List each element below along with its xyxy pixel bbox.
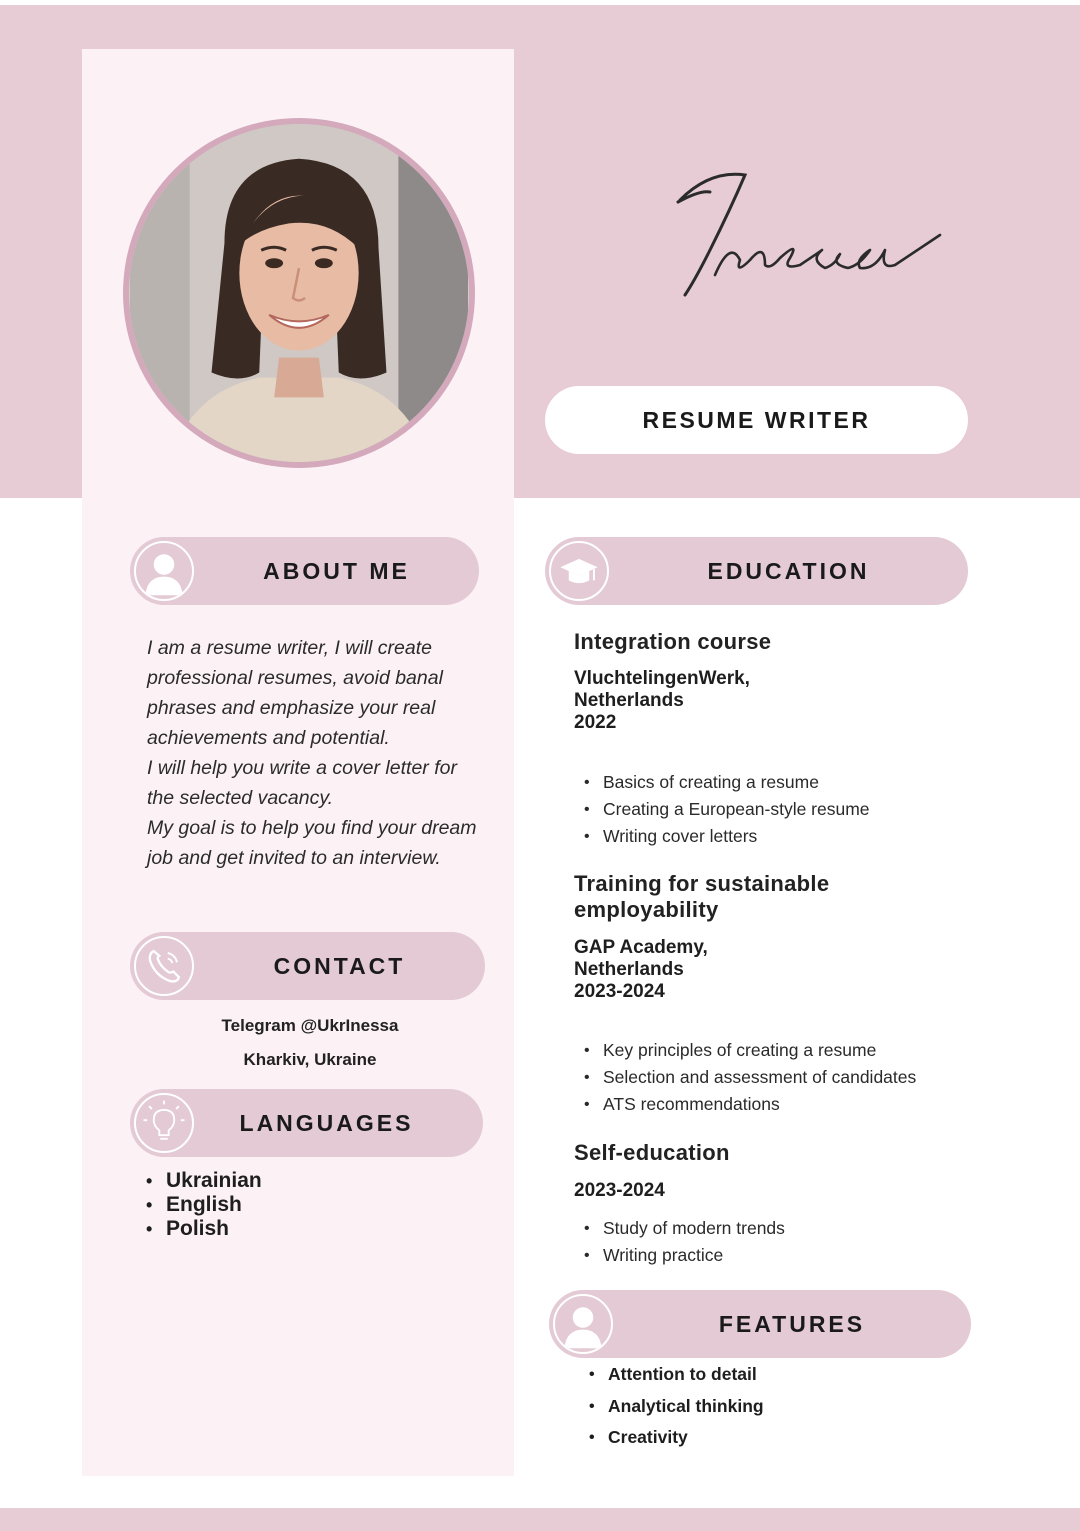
features-title: FEATURES [718, 1310, 866, 1337]
about-me-header [130, 537, 479, 605]
org-line: Netherlands [574, 690, 684, 711]
education-entry-3-title: Self-education [574, 1140, 730, 1165]
bullet-item: • Key principles of creating a resume [584, 1037, 916, 1064]
education-entry-2-org [574, 937, 974, 1003]
education-entry-1-org [574, 668, 974, 734]
education-entry-1-title: Integration course [574, 629, 772, 654]
profile-photo [123, 118, 475, 468]
footer-band [0, 1508, 1080, 1531]
education-entry-2-bullets [584, 1037, 916, 1118]
education-title: EDUCATION [707, 557, 870, 584]
about-me-text [147, 633, 487, 873]
education-entry-3-bullets [584, 1215, 785, 1269]
location-text: Kharkiv, Ukraine [243, 1050, 377, 1069]
telegram-handle[interactable]: Telegram @UkrInessa [221, 1016, 399, 1035]
education-entry-1-bullets [584, 769, 870, 850]
person-icon [553, 1294, 613, 1354]
bullet-item: • Study of modern trends [584, 1215, 785, 1242]
bullet-item: • Selection and assessment of candidates [584, 1064, 916, 1091]
about-paragraph-1: I am a resume writer, I will create professional resumes, avoid banal phrases and emphasize your real achievements and potential. [147, 637, 443, 749]
job-title-pill [545, 386, 968, 454]
org-line: 2023-2024 [574, 981, 665, 1002]
bullet-item: • Writing cover letters [584, 823, 870, 850]
graduation-cap-icon [549, 541, 609, 601]
org-line: Netherlands [574, 959, 684, 980]
bullet-item: • Writing practice [584, 1242, 785, 1269]
org-line: GAP Academy, [574, 937, 708, 958]
languages-header [130, 1089, 483, 1157]
person-icon [134, 541, 194, 601]
bullet-item: • ATS recommendations [584, 1091, 916, 1118]
feature-item: • Creativity [589, 1422, 764, 1454]
phone-icon [134, 936, 194, 996]
features-header [549, 1290, 971, 1358]
name-signature [560, 150, 980, 320]
language-item: • Ukrainian [146, 1169, 262, 1193]
about-paragraph-2: I will help you write a cover letter for the selected vacancy. [147, 757, 457, 809]
bullet-item: • Creating a European-style resume [584, 796, 870, 823]
education-entry-2-title [574, 871, 974, 923]
languages-title: LANGUAGES [239, 1109, 414, 1136]
contact-title: CONTACT [273, 952, 406, 979]
contact-header [130, 932, 485, 1000]
title-line: employability [574, 897, 719, 922]
portrait-illustration [129, 124, 469, 462]
language-item: • Polish [146, 1217, 262, 1241]
languages-list [146, 1169, 262, 1241]
title-line: Training for sustainable [574, 871, 830, 896]
education-header [545, 537, 968, 605]
org-line: 2023-2024 [574, 1180, 665, 1201]
signature-drawing [560, 150, 980, 320]
bullet-item: • Basics of creating a resume [584, 769, 870, 796]
about-paragraph-3: My goal is to help you find your dream job and get invited to an interview. [147, 817, 477, 869]
feature-item: • Analytical thinking [589, 1391, 764, 1423]
org-line: VluchtelingenWerk, [574, 668, 750, 689]
about-me-title: ABOUT ME [263, 557, 410, 584]
feature-item: • Attention to detail [589, 1359, 764, 1391]
language-item: • English [146, 1193, 262, 1217]
job-title: RESUME WRITER [642, 406, 871, 433]
education-entry-3-org [574, 1180, 974, 1202]
features-list [589, 1359, 764, 1454]
org-line: 2022 [574, 712, 617, 733]
